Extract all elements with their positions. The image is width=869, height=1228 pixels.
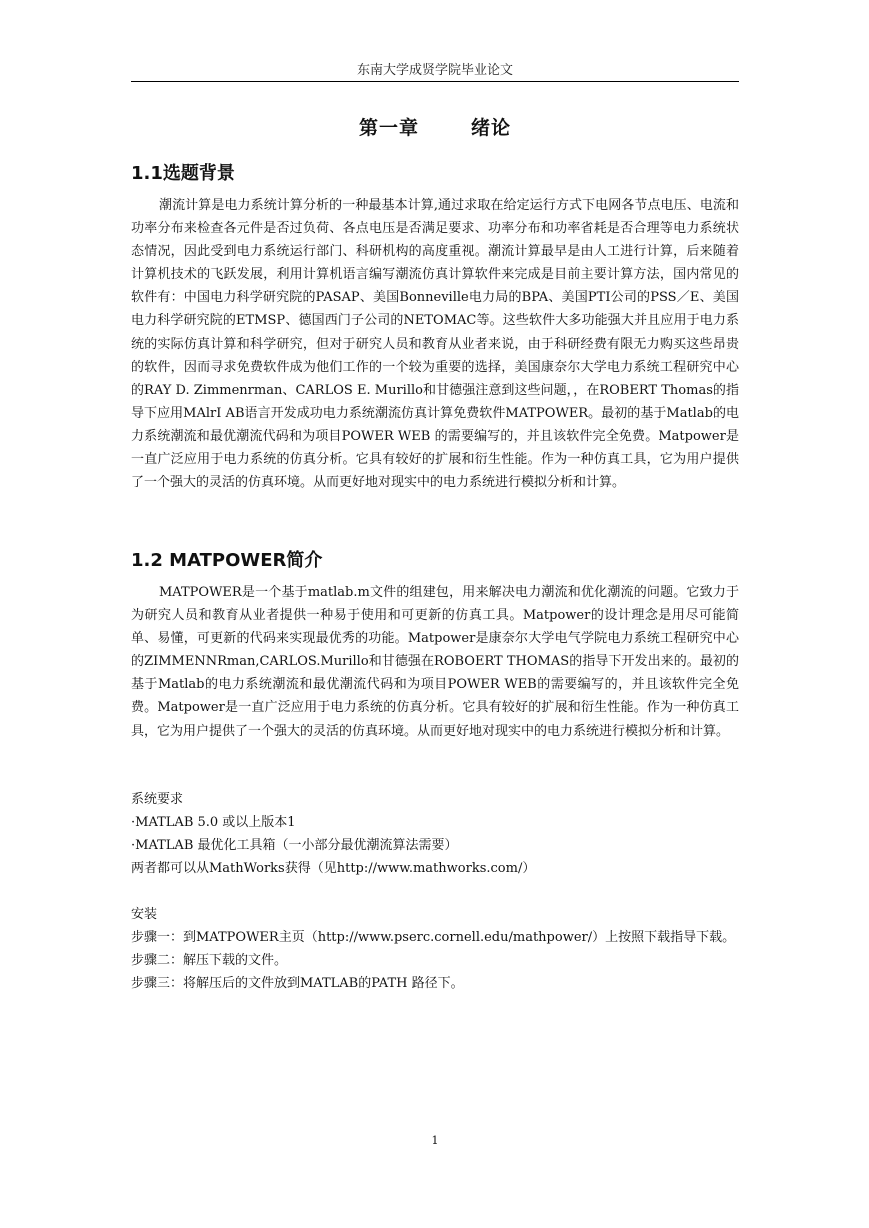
requirement-item: ·MATLAB 最优化工具箱（一小部分最优潮流算法需要） <box>131 838 458 854</box>
section-1-2-paragraph: MATPOWER是一个基于matlab.m文件的组建包，用来解决电力潮流和优化潮流的问题。它致力于为研究人员和教育从业者提供一种易于使用和可更新的仿真工具。Matpower的设计理念是用尽可能简单、易懂，可更新的代码来实现最优秀的功能。Matpower是康奈尔大学电气学院电力系统工程研究中心的ZIMMENNRman,CARLOS.Murillo和甘德强在ROBOERT THOMAS的指导下开发出来的。最初的基于Matlab的电力系统潮流和最优潮流代码和为项目POWER WEB的需要编写的，并且该软件完全免费。Matpower是一直广泛应用于电力系统的仿真分析。它具有较好的扩展和衍生性能。作为一种仿真工具，它为用户提供了一个强大的灵活的仿真环境。从而更好地对现实中的电力系统进行模拟分析和计算。 <box>131 585 739 739</box>
install-heading: 安装 <box>131 907 158 922</box>
section-1-1-paragraph: 潮流计算是电力系统计算分析的一种最基本计算,通过求取在给定运行方式下电网各节点电压、电流和功率分布来检查各元件是否过负荷、各点电压是否满足要求、功率分布和功率省耗是否合理等电力系统状态情况，因此受到电力系统运行部门、科研机构的高度重视。潮流计算最早是由人工进行计算，后来随着计算机技术的飞跃发展，利用计算机语言编写潮流仿真计算软件来完成是目前主要计算方法，国内常见的软件有：中国电力科学研究院的PASAP、美国Bonneville电力局的BPA、美国PTI公司的PSS／E、美国电力科学研究院的ETMSP、德国西门子公司的NETOMAC等。这些软件大多功能强大并且应用于电力系统的实际仿真计算和科学研究，但对于研究人员和教育从业者来说，由于科研经费有限无力购买这些昂贵的软件，因而寻求免费软件成为他们工作的一个较为重要的选择，美国康奈尔大学电力系统工程研究中心的RAY D. Zimmenrman、CARLOS E. Murillo和甘德强注意到这些问题，，在ROBERT Thomas的指导下应用MAlrI AB语言开发成功电力系统潮流仿真计算免费软件MATPOWER。最初的基于Matlab的电力系统潮流和最优潮流代码和为项目POWER WEB 的需要编写的，并且该软件完全免费。Matpower是一直广泛应用于电力系统的仿真分析。它具有较好的扩展和衍生性能。作为一种仿真工具，它为用户提供了一个强大的灵活的仿真环境。从而更好地对现实中的电力系统进行模拟分析和计算。 <box>131 198 739 491</box>
requirement-item: ·MATLAB 5.0 或以上版本1 <box>131 815 296 831</box>
install-step: 步骤三：将解压后的文件放到MATLAB的PATH 路径下。 <box>131 976 464 992</box>
running-header: 东南大学成贤学院毕业论文 <box>356 63 513 78</box>
chapter-name: 绪论 <box>471 117 512 139</box>
system-requirements <box>131 788 739 880</box>
requirements-note: 两者都可以从MathWorks获得（见http://www.mathworks.com/） <box>131 861 536 877</box>
section-heading-1-1: 1.1选题背景 <box>131 163 235 184</box>
chapter-number: 第一章 <box>358 117 419 139</box>
page-number: 1 <box>431 1134 439 1147</box>
installation-steps <box>131 903 739 995</box>
install-step: 步骤二：解压下载的文件。 <box>131 953 288 969</box>
section-heading-1-2: 1.2 MATPOWER简介 <box>131 550 323 571</box>
install-step: 步骤一：到MATPOWER主页（http://www.pserc.cornell.edu/mathpower/）上按照下载指导下载。 <box>131 930 736 946</box>
chapter-title <box>131 116 739 140</box>
requirements-heading: 系统要求 <box>131 792 184 807</box>
header-rule <box>131 81 739 82</box>
